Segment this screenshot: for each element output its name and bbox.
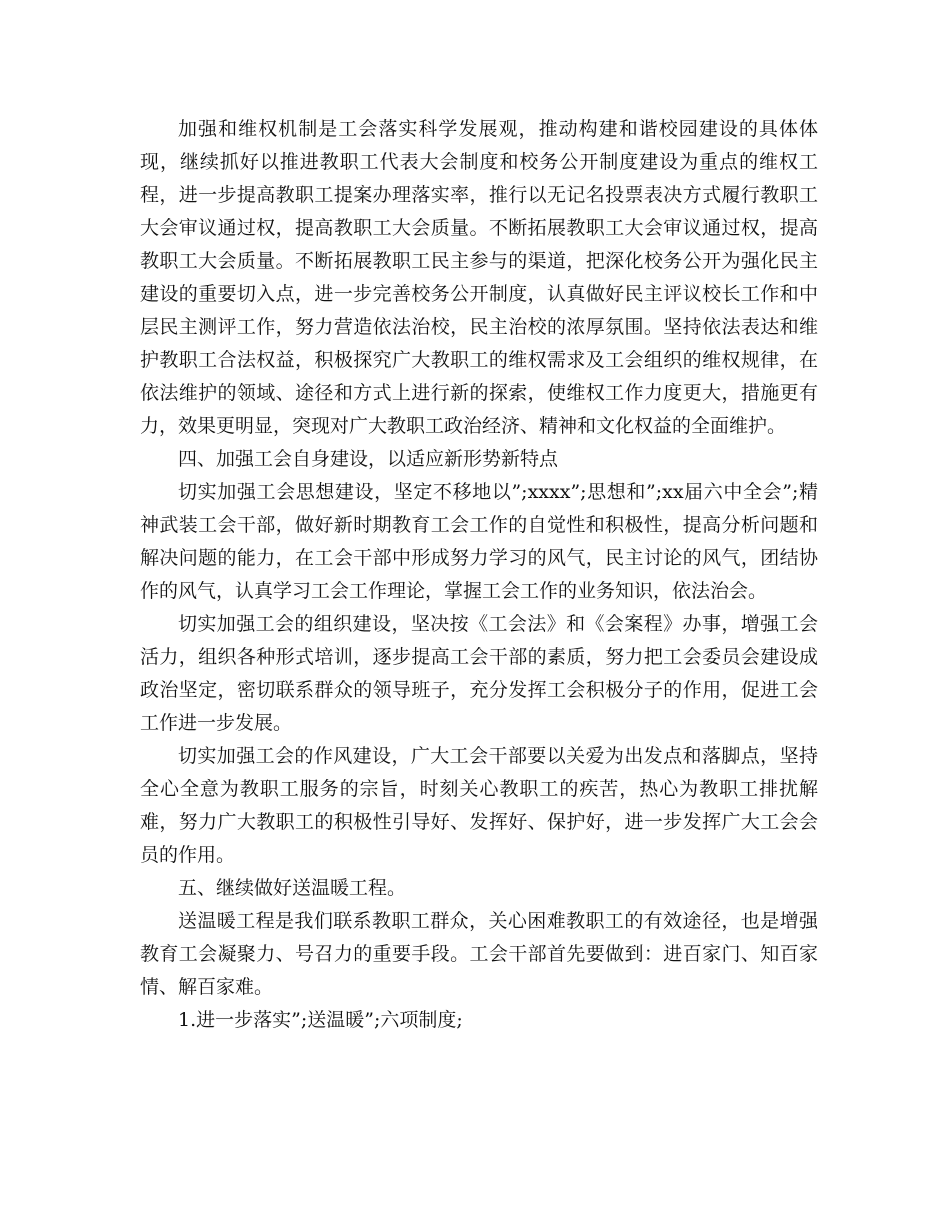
paragraph-ideological-building: 切实加强工会思想建设，坚定不移地以”;xxxx”;思想和”;xx届六中全会”;精神武装工会干部，做好新时期教育工会工作的自觉性和积极性，提高分析问题和解决问题的能力，在工会干部中形成努力学习的风气，民主讨论的风气，团结协作的风气，认真学习工会工作理论，掌握工会工作的业务知识，依法治会。 [140,481,818,602]
paragraph-warmth-project: 送温暖工程是我们联系教职工群众，关心困难教职工的有效途径，也是增强教育工会凝聚力、号召力的重要手段。工会干部首先要做到：进百家门、知百家情、解百家难。 [140,910,818,998]
document-body [140,113,818,1037]
paragraph-rights-mechanism: 加强和维权机制是工会落实科学发展观，推动构建和谐校园建设的具体体现，继续抓好以推进教职工代表大会制度和校务公开制度建设为重点的维权工程，进一步提高教职工提案办理落实率，推行以无记名投票表决方式履行教职工大会审议通过权，提高教职工大会质量。不断拓展教职工大会审议通过权，提高教职工大会质量。不断拓展教职工民主参与的渠道，把深化校务公开为强化民主建设的重要切入点，进一步完善校务公开制度，认真做好民主评议校长工作和中层民主测评工作，努力营造依法治校，民主治校的浓厚氛围。坚持依法表达和维护教职工合法权益，积极探究广大教职工的维权需求及工会组织的维权规律，在依法维护的领域、途径和方式上进行新的探索，使维权工作力度更大，措施更有力，效果更明显，突现对广大教职工政治经济、精神和文化权益的全面维护。 [140,118,818,437]
section-heading-five: 五、继续做好送温暖工程。 [178,877,407,899]
paragraph-organizational-building: 切实加强工会的组织建设，坚决按《工会法》和《会案程》办事，增强工会活力，组织各种形式培训，逐步提高工会干部的素质，努力把工会委员会建设成政治坚定，密切联系群众的领导班子，充分发挥工会积极分子的作用，促进工会工作进一步发展。 [140,613,818,734]
paragraph-work-style-building: 切实加强工会的作风建设，广大工会干部要以关爱为出发点和落脚点，坚持全心全意为教职工服务的宗旨，时刻关心教职工的疾苦，热心为教职工排扰解难，努力广大教职工的积极性引导好、发挥好、保护好，进一步发挥广大工会会员的作用。 [140,745,818,866]
section-heading-four: 四、加强工会自身建设，以适应新形势新特点 [178,448,559,470]
list-item-one: 1.进一步落实”;送温暖”;六项制度; [178,1009,463,1031]
